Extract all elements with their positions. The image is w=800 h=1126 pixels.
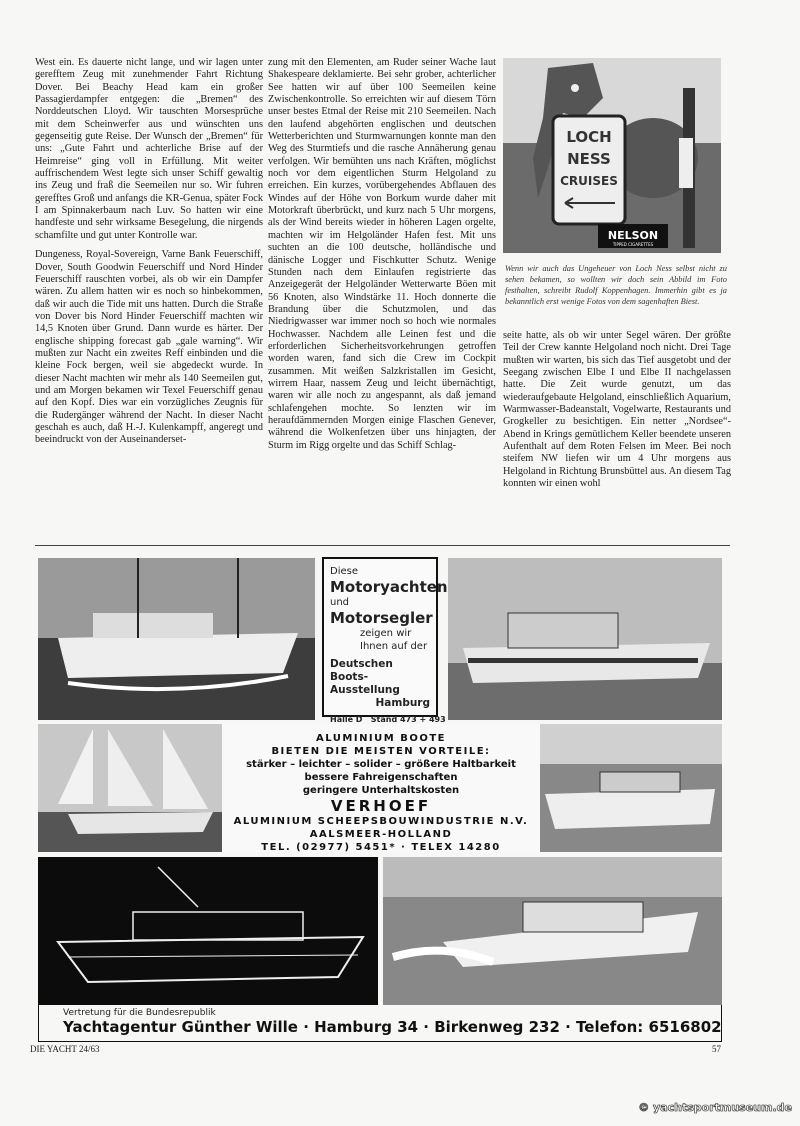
sign-text-loch: LOCH	[566, 128, 612, 146]
motoryacht-photo-2	[383, 857, 722, 1005]
sign-text-cruises: CRUISES	[560, 174, 618, 188]
sign-text-ness: NESS	[567, 150, 611, 168]
article-column-2	[268, 57, 496, 459]
ad-stand: Halle D Stand 473 + 493	[330, 715, 446, 724]
paragraph: zung mit den Elementen, am Ruder seiner Wache laut Shakespeare deklamierte. Bei sehr grober, achterlicher See hatten wir auf über 100 Seemeilen keine Zwischenkontrolle. So erreichten wir auf diesem Törn unser bestes Etmal der Reise mit 210 Seemeilen. Nach den laufend abgehörten englischen und deutschen Wetterberichten und Sturmwarnungen konnte man den Weg des Sturmtiefs und die rasche Annäherung genau verfolgen. Wir bemühten uns nach Kräften, möglichst noch vor dem eigentlichen Sturm Helgoland zu erreichen. Ein kurzes, vorübergehendes Abflauen des Windes auf der Höhe von Borkum wurde daher mit Motorkraft überbrückt, und kurz nach 5 Uhr morgens, als der Wind bereits wieder in höheren Lagen orgelte, machten wir im Helgoländer Hafen fest. Mit uns suchten an die 100 deutsche, holländische und dänische Logger und Fischkutter Schutz. Wenige Stunden nach dem Einlaufen registrierte das Anzeigegerät der Helgoländer Wetterwarte Böen mit 56 Knoten, also Windstärke 11. Hoch donnerte die Brandung über die Schutzmolen, und das Niedrigwasser war immer noch so hoch wie normales Hochwasser. Nachdem alle Leinen fest und die erforderlichen Sicherheitsvorkehrungen getroffen worden waren, fand sich die Crew im Cockpit zusammen. Mit weißen Salzkristallen im Gesicht, wirrem Haar, nassem Zeug und leicht übernächtigt, waren wir alle noch zu angespannt, als daß jemand schlafengehen mochte. So lenzten wir im heraufdämmernden Morgen einige Flaschen Genever, während die Wolkenfetzen über uns hinjagten, der Sturm im Rigg orgelte und das Schiff Schlag-	[268, 57, 496, 451]
journal-issue: DIE YACHT 24/63	[30, 1044, 100, 1054]
sign-text-nelson: NELSON	[607, 229, 659, 242]
motoryacht-photo-1	[448, 558, 722, 720]
article-divider	[35, 545, 730, 546]
paragraph: Dungeness, Royal-Sovereign, Varne Bank Feuerschiff, Dover, South Goodwin Feuerschiff und Nord Hinder Feuerschiff rauschten vorbei, als ob wir ein Dampfer wären. Zu allem hatten wir es noch so hinbekommen, daß wir auch die Tide mit uns hatten. Durch die Straße von Dover bis Nord Hinder Feuerschiff machten wir 14,5 Knoten über Grund. Dann wurde es härter. Der englische shipping forecast gab „gale warning“. Wir mußten zur Nacht ein zweites Reff einbinden und die kleine Fock bergen, weil sie abgedeckt wurde. In dieser Nacht machten wir mehr als 140 Seemeilen gut, und am Morgen bekamen wir Texel Feuerschiff genau auf den Kopf. Dies war ein vorzügliches Zeugnis für die Rudergänger während der Nacht. In dieser Nacht geschah es auch, daß H.-J. Kulenkampff, angeregt und beeindruckt von der Auseinanderset-	[35, 249, 263, 446]
ad-text: Hamburg	[375, 697, 430, 709]
motorboat-photo	[540, 724, 722, 852]
ad-text: Vertretung für die Bundesrepublik	[63, 1008, 216, 1018]
ad-text: Deutschen	[330, 658, 393, 670]
watermark: © yachtsportmuseum.de	[638, 1101, 792, 1114]
ad-contact: Yachtagentur Günther Wille · Hamburg 34 · Birkenweg 232 · Telefon: 6516802	[63, 1018, 722, 1036]
article-column-3	[503, 330, 731, 497]
ad-text: Ihnen auf der	[360, 641, 428, 652]
ad-text: Boots-Ausstellung	[330, 671, 400, 696]
ad-company-name: VERHOEF	[330, 797, 432, 815]
ad-text: ALUMINIUM SCHEEPSBOUWINDUSTRIE N.V.	[233, 816, 529, 827]
boat-show-ad	[322, 557, 448, 724]
yacht-drawing	[38, 857, 378, 1005]
ad-text: stärker – leichter – solider – größere Haltbarkeit	[246, 759, 516, 770]
sailboat-photo	[38, 724, 222, 852]
ad-text: Diese	[330, 566, 358, 577]
ad-heading: Motoryachten	[330, 578, 448, 596]
ad-text: bessere Fahreigenschaften	[304, 772, 458, 783]
photo-caption: Wenn wir auch das Ungeheuer von Loch Ness selbst nicht zu sehen bekamen, so wollten wir doch sein Abbild im Foto festhalten, schreibt Rudolf Koppenhagen. Immerhin gibt es ja bekanntlich erst wenige Fotos von dem sagenhaften Biest.	[505, 264, 727, 306]
paragraph: West ein. Es dauerte nicht lange, und wir lagen unter gerefftem Zeug mit zunehmender Fahrt Richtung Dover. Bei Beachy Head kam ein großer Passagierdampfer entgegen: die „Bremen“ des Norddeutschen Lloyd. Wir tauschten Morsesprüche mit dem Scheinwerfer aus und wünschten uns gegenseitig gute Reise. Der Wunsch der „Bremen“ für uns: „Gute Fahrt und achterliche Brise auf der Heimreise“ ging voll in Erfüllung. Mit weiter auffrischendem West legte sich unser Schiff gewaltig ins Zeug und fraß die Seemeilen nur so. Wir fuhren gerefftes Groß und anfangs die KR-Genua, später Fock I am Spinnakerbaum nach Luv. So hatten wir eine handfeste und sehr wirksame Besegelung, die nirgends schamfilte und gut unter Kontrolle war.	[35, 57, 263, 241]
representation-ad	[38, 1005, 722, 1042]
loch-ness-photo	[503, 58, 721, 253]
verhoef-ad	[222, 724, 540, 852]
ad-text: AALSMEER-HOLLAND	[309, 829, 453, 840]
paragraph: seite hatte, als ob wir unter Segel wären. Der größte Teil der Crew kannte Helgoland noch nicht. Drei Tage mußten wir warten, bis sich das Tief ausgetobt und der Seegang zwischen Elbe I und Elbe II nachgelassen hatte. Die Zeit wurde genutzt, um das wiederaufgebaute Helgoland, einschließlich Aquarium, Warmwasser-Badeanstalt, Vogelwarte, Restaurants und Grogkeller zu besichtigen. Ein netter „Nordsee“-Abend in Krings gemütlichem Keller beendete unseren Aufenthalt auf dem Roten Felsen im Meer. Bei noch steifem NW liefen wir um 4 Uhr morgens aus Helgoland in Richtung Brunsbüttel aus. An diesem Tag konnten wir einen wohl	[503, 330, 731, 490]
ad-text: geringere Unterhaltskosten	[302, 785, 460, 796]
motorsailer-photo	[38, 558, 315, 720]
ad-text: BIETEN DIE MEISTEN VORTEILE:	[271, 746, 491, 757]
ad-text: zeigen wir	[360, 628, 412, 639]
ad-text: ALUMINIUM BOOTE	[316, 733, 446, 744]
ad-text: und	[330, 597, 350, 608]
ad-contact: TEL. (02977) 5451* · TELEX 14280	[261, 842, 501, 853]
page-number: 57	[712, 1044, 721, 1054]
sign-text-nelson-sub: TIPPED CIGARETTES	[612, 242, 654, 247]
article-column-1	[35, 57, 263, 454]
ad-heading: Motorsegler	[330, 609, 433, 627]
